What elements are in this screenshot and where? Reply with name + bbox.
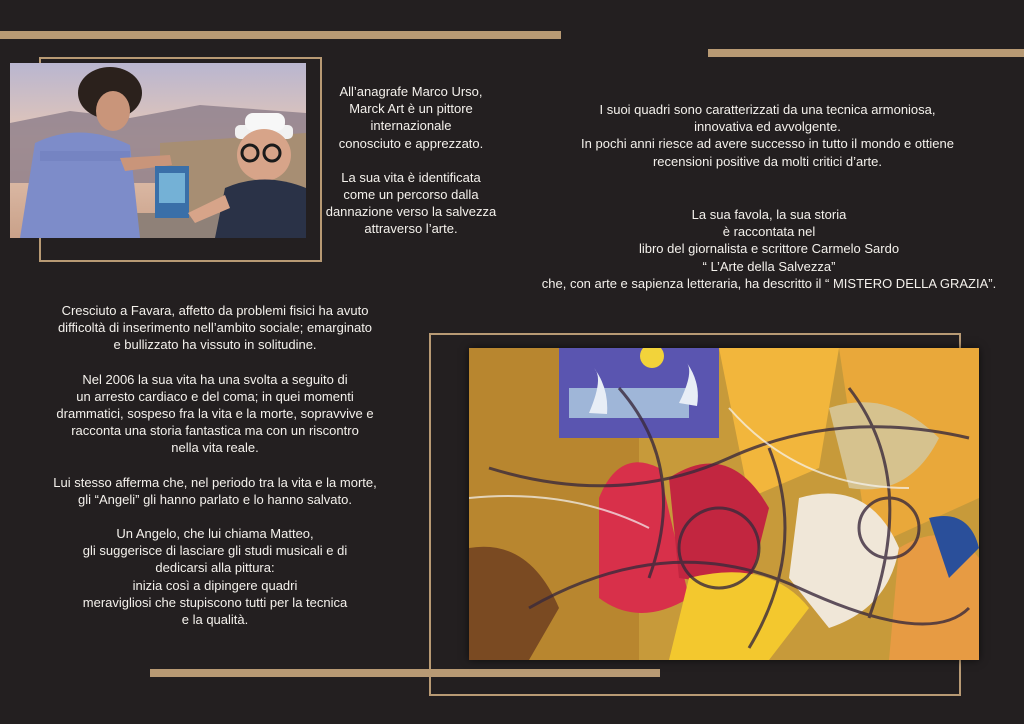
story-line: difficoltà di inserimento nell’ambito sociale; emarginato [57,320,373,336]
top-left-bar [0,31,561,39]
book-text [530,206,1008,292]
intro-line: internazionale [370,118,452,134]
book-line: che, con arte e sapienza letteraria, ha descritto il “ MISTERO DELLA GRAZIA”. [541,275,997,291]
story-line: e bullizzato ha vissuto in solitudine. [113,337,317,353]
technique-line: recensioni positive da molti critici d’arte. [652,153,883,169]
book-line: “ L’Arte della Salvezza” [702,258,836,274]
story-line: inizia così a dipingere quadri [132,577,298,593]
story-line: Cresciuto a Favara, affetto da problemi fisici ha avuto [61,303,369,318]
technique-line: In pochi anni riesce ad avere successo in tutto il mondo e ottiene [581,136,954,152]
story-line: Nel 2006 la sua vita ha una svolta a seguito di [82,371,348,387]
book-line: è raccontata nel [722,224,816,240]
book-line: La sua favola, la sua storia [691,207,847,222]
intro-line: conosciuto e apprezzato. [338,135,484,151]
top-right-bar [708,49,1024,57]
intro-text [320,83,502,238]
story-line: un arresto cardiaco e del coma; in quei momenti [76,388,354,404]
technique-line: I suoi quadri sono caratterizzati da una tecnica armoniosa, [599,102,936,117]
painting-image [469,348,979,660]
story-line: drammatici, sospeso fra la vita e la morte, sopravvive e [56,406,374,422]
story-line: gli suggerisce di lasciare gli studi musicali e di [82,543,348,559]
intro-line: dannazione verso la salvezza [325,204,497,220]
intro-line: come un percorso dalla [343,187,479,203]
book-line: libro del giornalista e scrittore Carmelo Sardo [638,241,900,257]
artist-photo [10,63,306,238]
story-line: racconta una storia fantastica ma con un riscontro [71,423,359,439]
story-line: Lui stesso afferma che, nel periodo tra la vita e la morte, [53,474,377,490]
intro-line: La sua vita è identificata [341,169,481,185]
story-line: e la qualità. [181,612,249,628]
story-text [30,302,400,628]
intro-line: Marck Art è un pittore [349,101,473,117]
intro-line: All’anagrafe Marco Urso, [339,84,483,99]
technique-text [540,101,995,170]
story-line: meravigliosi che stupiscono tutti per la tecnica [82,594,348,610]
story-line: dedicarsi alla pittura: [155,560,275,576]
story-line: Un Angelo, che lui chiama Matteo, [116,526,314,542]
technique-line: innovativa ed avvolgente. [694,119,841,135]
intro-line: attraverso l’arte. [364,221,458,237]
story-line: gli “Angeli” gli hanno parlato e lo hanno salvato. [78,491,352,507]
story-line: nella vita reale. [171,440,259,456]
